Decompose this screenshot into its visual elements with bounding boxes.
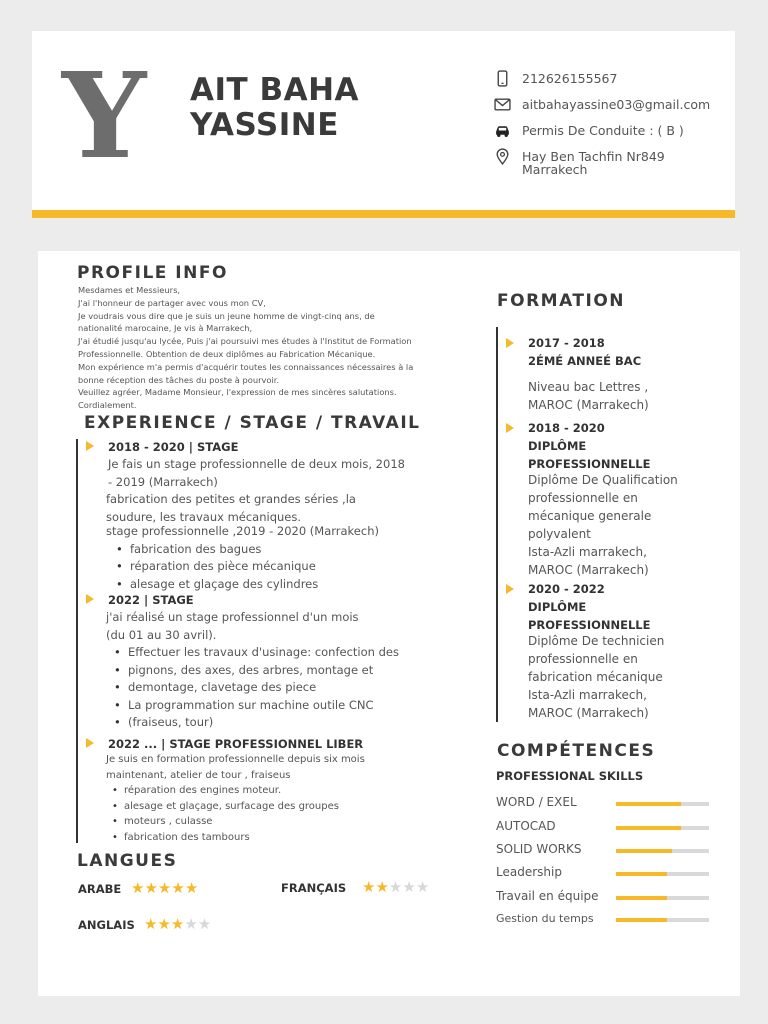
- contact-phone: [492, 69, 710, 95]
- experience-bullet: • Effectuer les travaux d'usinage: confection des: [106, 644, 468, 662]
- star-empty-icon: ★: [184, 915, 198, 933]
- experience-bullet-continued: • moteurs , culasse: [106, 814, 468, 830]
- arrow-bullet-icon: [506, 584, 514, 594]
- languages-title: LANGUES: [77, 851, 178, 871]
- name-line-1: AIT BAHA: [190, 72, 360, 108]
- header-accent-bar: [32, 210, 735, 218]
- experience-timeline-line: [76, 439, 78, 843]
- formation-details: [528, 632, 718, 722]
- profile-line: J'ai l'honneur de partager avec vous mon CV,: [78, 297, 266, 308]
- skill-bar: [616, 896, 709, 900]
- arrow-bullet-icon: [506, 338, 514, 348]
- language-name: FRANÇAIS: [281, 881, 347, 895]
- formation-item: [528, 334, 718, 414]
- email-icon: [492, 95, 512, 113]
- driving-license: Permis De Conduite : ( B ): [522, 123, 684, 138]
- formation-line: professionnelle en: [528, 491, 638, 505]
- formation-line: MAROC (Marrakech): [528, 398, 649, 412]
- experience-line: maintenant, atelier de tour , fraiseus: [106, 769, 291, 781]
- formation-year: 2018 - 2020: [528, 421, 605, 435]
- experience-bullet: • alesage et glaçage des cylindres: [108, 576, 468, 594]
- language-rating: [144, 917, 211, 932]
- language-name: ARABE: [78, 882, 122, 896]
- formation-line: MAROC (Marrakech): [528, 563, 649, 577]
- star-filled-icon: ★: [144, 915, 158, 933]
- profile-line: Cordialement.: [78, 400, 137, 411]
- formation-degree-line-2: PROFESSIONNELLE: [528, 457, 651, 471]
- language-name: ANGLAIS: [78, 918, 135, 932]
- experience-bullet-continued: • demontage, clavetage des piece: [106, 679, 468, 697]
- arrow-bullet-icon: [506, 423, 514, 433]
- star-filled-icon: ★: [171, 879, 185, 897]
- star-empty-icon: ★: [197, 915, 212, 933]
- formation-title: FORMATION: [497, 291, 626, 311]
- formation-line: Diplôme De Qualification: [528, 473, 678, 487]
- skill-row: [496, 861, 716, 880]
- experience-body: [106, 609, 468, 732]
- skill-bar-fill: [616, 849, 672, 853]
- arrow-bullet-icon: [86, 441, 94, 451]
- experience-item: [108, 593, 468, 732]
- language-rating: [131, 881, 198, 896]
- experience-line: stage professionnelle ,2019 - 2020 (Marrakech): [106, 524, 379, 538]
- experience-title: EXPERIENCE / STAGE / TRAVAIL: [84, 413, 421, 433]
- skills-title: COMPÉTENCES: [497, 741, 656, 761]
- experience-line: Je suis en formation professionnelle depuis six mois: [106, 754, 365, 765]
- formation-line: mécanique generale: [528, 509, 652, 523]
- experience-head: 2022 ... | STAGE PROFESSIONNEL LIBER: [108, 737, 364, 751]
- formation-year: 2020 - 2022: [528, 582, 605, 596]
- experience-bullet-continued: • (fraiseus, tour): [106, 714, 468, 732]
- formation-degree: DIPLÔME: [528, 439, 587, 453]
- skill-row: [496, 885, 716, 904]
- contact-license: [492, 121, 710, 147]
- star-empty-icon: ★: [415, 878, 430, 896]
- star-filled-icon: ★: [170, 915, 185, 933]
- formation-year: 2017 - 2018: [528, 336, 605, 350]
- skill-bar-fill: [616, 872, 667, 876]
- star-filled-icon: ★: [362, 878, 376, 896]
- star-filled-icon: ★: [375, 878, 389, 896]
- experience-bullet: • La programmation sur machine outile CNC: [106, 697, 468, 715]
- experience-bullet: • fabrication des bagues: [108, 541, 468, 559]
- skill-bar: [616, 802, 709, 806]
- experience-bullet: • fabrication des tambours: [106, 830, 468, 846]
- formation-line: Diplôme De technicien: [528, 634, 665, 648]
- experience-item: [108, 737, 468, 845]
- skill-name: Gestion du temps: [496, 912, 594, 925]
- skill-bar-fill: [616, 826, 681, 830]
- formation-line: fabrication mécanique: [528, 670, 663, 684]
- formation-line: polyvalent: [528, 527, 591, 541]
- profile-line: J'ai étudié jusqu'au lycée, Puis j'ai poursuivi mes études à l'Institut de Formation: [78, 336, 412, 347]
- car-icon: [492, 121, 512, 139]
- skill-bar-fill: [616, 802, 681, 806]
- experience-line: j'ai réalisé un stage professionnel d'un mois: [106, 610, 359, 624]
- formation-line: Ista-Azli marrakech,: [528, 688, 647, 702]
- profile-line: nationalité marocaine, Je vis à Marrakech,: [78, 323, 253, 334]
- profile-line: Mon expérience m'a permis d'acquérir toutes les connaissances nécessaires à la: [78, 361, 414, 372]
- skill-row: [496, 791, 716, 810]
- location-icon: [492, 147, 512, 165]
- formation-line: Ista-Azli marrakech,: [528, 545, 647, 559]
- language-rating: [362, 880, 429, 895]
- experience-line: fabrication des petites et grandes séries ,la: [106, 492, 356, 506]
- formation-line: [528, 370, 718, 378]
- contact-list: [492, 69, 711, 177]
- address-line-2: Marrakech: [522, 162, 588, 177]
- skill-name: AUTOCAD: [496, 819, 556, 833]
- profile-line: Mesdames et Messieurs,: [78, 285, 181, 295]
- phone-icon: [492, 69, 512, 87]
- arrow-bullet-icon: [86, 738, 94, 748]
- formation-details: [528, 370, 718, 414]
- skill-bar: [616, 826, 709, 830]
- skill-bar: [616, 872, 709, 876]
- experience-item: [108, 440, 468, 593]
- name-line-2: YASSINE: [190, 107, 339, 143]
- skill-name: Travail en équipe: [496, 889, 599, 903]
- star-filled-icon: ★: [157, 915, 171, 933]
- star-filled-icon: ★: [131, 879, 145, 897]
- profile-line: Je voudrais vous dire que je suis un jeune homme de vingt-cinq ans, de: [78, 310, 375, 321]
- experience-line: soudure, les travaux mécaniques.: [106, 509, 302, 524]
- star-filled-icon: ★: [157, 879, 172, 897]
- star-empty-icon: ★: [388, 878, 403, 896]
- formation-line: MAROC (Marrakech): [528, 706, 649, 720]
- experience-line: (du 01 au 30 avril).: [106, 627, 217, 642]
- experience-line: - 2019 (Marrakech): [108, 474, 218, 489]
- experience-bullet: • alesage et glaçage, surfacage des groupes: [106, 799, 468, 815]
- skill-bar-fill: [616, 918, 667, 922]
- experience-head: 2022 | STAGE: [108, 593, 194, 607]
- star-filled-icon: ★: [184, 879, 199, 897]
- address: [522, 150, 702, 176]
- experience-bullet: • réparation des pièce mécanique: [108, 558, 468, 576]
- formation-degree: DIPLÔME: [528, 600, 587, 614]
- skill-name: Leadership: [496, 865, 562, 879]
- skill-bar-fill: [616, 896, 667, 900]
- arrow-bullet-icon: [86, 594, 94, 604]
- profile-line: Professionnelle. Obtention de deux diplômes au Fabrication Mécanique.: [78, 348, 376, 359]
- skill-name: SOLID WORKS: [496, 842, 582, 856]
- profile-line: bonne réception des tâches du poste à pourvoir.: [78, 374, 280, 385]
- experience-body: [106, 752, 468, 845]
- profile-title: PROFILE INFO: [77, 263, 228, 283]
- address-line-1: Hay Ben Tachfin Nr849: [522, 149, 665, 164]
- formation-timeline-line: [496, 327, 498, 722]
- contact-address: [492, 147, 710, 177]
- profile-text: [78, 284, 448, 412]
- star-filled-icon: ★: [144, 879, 158, 897]
- skill-row: [496, 838, 716, 857]
- formation-degree-line-2: PROFESSIONNELLE: [528, 618, 651, 632]
- skill-bar: [616, 918, 709, 922]
- main-card: [38, 251, 740, 996]
- experience-bullet-continued: • pignons, des axes, des arbres, montage et: [106, 662, 468, 680]
- skill-name: WORD / EXEL: [496, 795, 577, 809]
- formation-item: [528, 580, 718, 722]
- experience-line: Je fais un stage professionnelle de deux mois, 2018: [108, 457, 405, 471]
- formation-details: [528, 471, 718, 579]
- formation-line: professionnelle en: [528, 652, 638, 666]
- profile-line: Veuillez agréer, Madame Monsieur, l'expression de mes sincères salutations.: [78, 387, 397, 398]
- experience-head: 2018 - 2020 | STAGE: [108, 440, 239, 454]
- formation-item: [528, 419, 718, 579]
- monogram: Y: [62, 46, 147, 185]
- experience-body: [108, 456, 468, 593]
- skill-row: [496, 907, 716, 926]
- experience-bullet: • réparation des engines moteur.: [106, 783, 468, 799]
- candidate-name: [190, 73, 359, 143]
- formation-line: Niveau bac Lettres ,: [528, 380, 649, 394]
- skill-row: [496, 815, 716, 834]
- header-card: [32, 31, 735, 211]
- star-empty-icon: ★: [402, 878, 416, 896]
- phone-number: 212626155567: [522, 71, 618, 86]
- contact-email: [492, 95, 710, 121]
- skills-subtitle: PROFESSIONAL SKILLS: [496, 769, 644, 783]
- email-address: aitbahayassine03@gmail.com: [522, 97, 711, 112]
- skill-bar: [616, 849, 709, 853]
- formation-degree: 2ÉMÉ ANNEÉ BAC: [528, 354, 642, 368]
